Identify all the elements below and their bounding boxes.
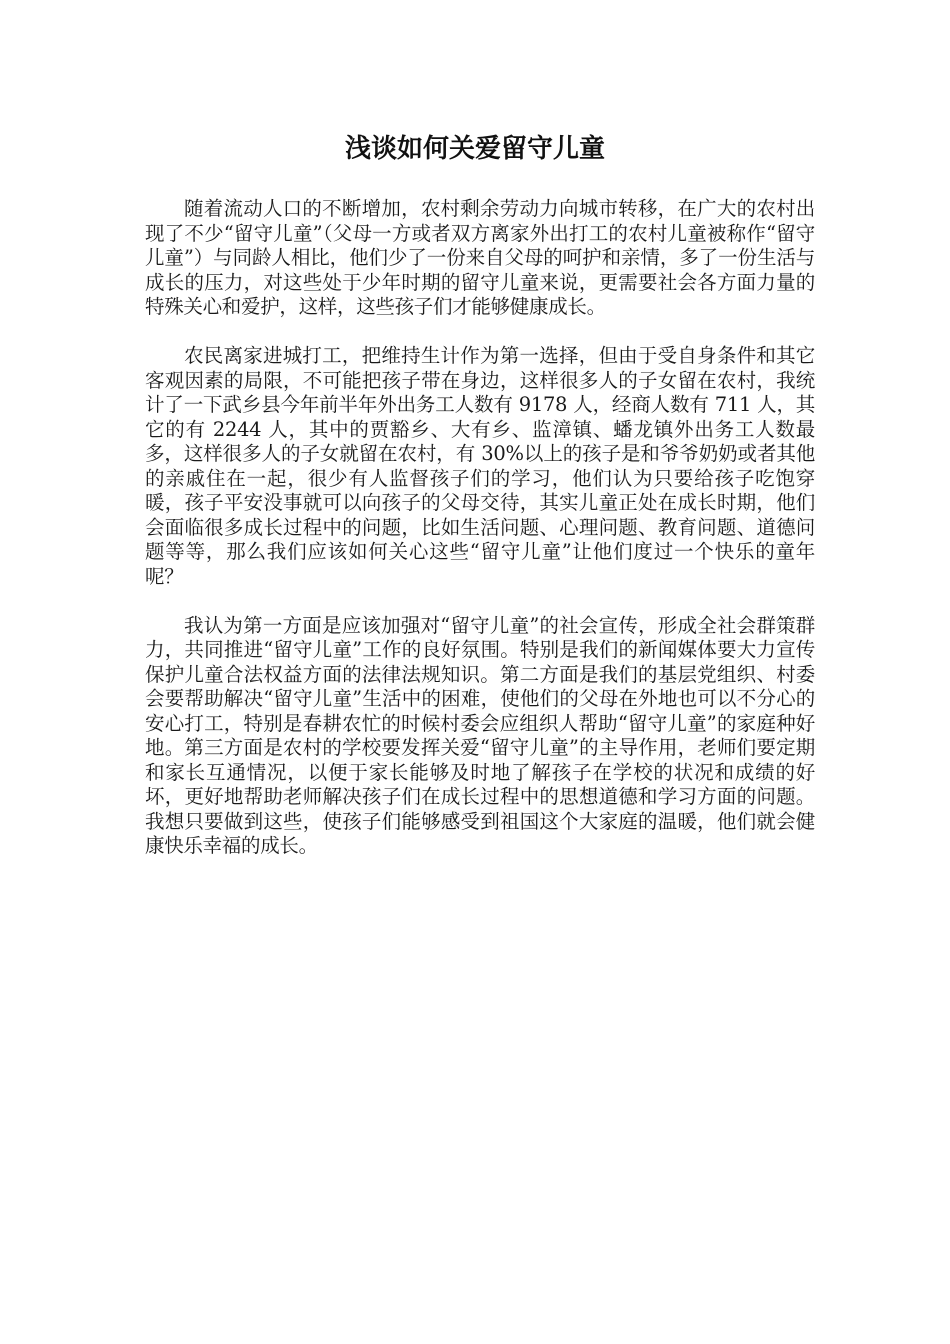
document-title: 浅谈如何关爱留守儿童 [344,134,605,164]
paragraph-suggestions: 我认为第一方面是应该加强对“留守儿童”的社会宣传，形成全社会群策群力，共同推进“留守儿童”工作的良好氛围。特别是我们的新闻媒体要大力宣传保护儿童合法权益方面的法律法规知识。第二方面是我们的基层党组织、村委会要帮助解决“留守儿童”生活中的困难，使他们的父母在外地也可以不分心的安心打工，特别是春耕农忙的时候村委会应组织人帮助“留守儿童”的家庭种好地。第三方面是农村的学校要发挥关爱“留守儿童”的主导作用，老师们要定期和家长互通情况，以便于家长能够及时地了解孩子在学校的状况和成绩的好坏，更好地帮助老师解决孩子们在成长过程中的思想道德和学习方面的问题。我想只要做到这些，使孩子们能够感受到祖国这个大家庭的温暖，他们就会健康快乐幸福的成长。 [145,613,815,857]
paragraph-statistics: 农民离家进城打工，把维持生计作为第一选择，但由于受自身条件和其它客观因素的局限，不可能把孩子带在身边，这样很多人的子女留在农村，我统计了一下武乡县今年前半年外出务工人数有 9178 人，经商人数有 711 人，其它的有 2244 人，其中的贾豁乡、大有乡、监漳镇、蟠龙镇外出务工人数最多，这样很多人的子女就留在农村，有 30%以上的孩子是和爷爷奶奶或者其他的亲戚住在一起，很少有人监督孩子们的学习，他们认为只要给孩子吃饱穿暖，孩子平安没事就可以向孩子的父母交待，其实儿童正处在成长时期，他们会面临很多成长过程中的问题，比如生活问题、心理问题、教育问题、道德问题等等，那么我们应该如何关心这些“留守儿童”让他们度过一个快乐的童年呢？ [145,344,815,588]
document-body [145,197,815,883]
paragraph-intro: 随着流动人口的不断增加，农村剩余劳动力向城市转移，在广大的农村出现了不少“留守儿童”（父母一方或者双方离家外出打工的农村儿童被称作“留守儿童”）与同龄人相比，他们少了一份来自父母的呵护和亲情，多了一份生活与成长的压力，对这些处于少年时期的留守儿童来说，更需要社会各方面力量的特殊关心和爱护，这样，这些孩子们才能够健康成长。 [145,197,815,318]
